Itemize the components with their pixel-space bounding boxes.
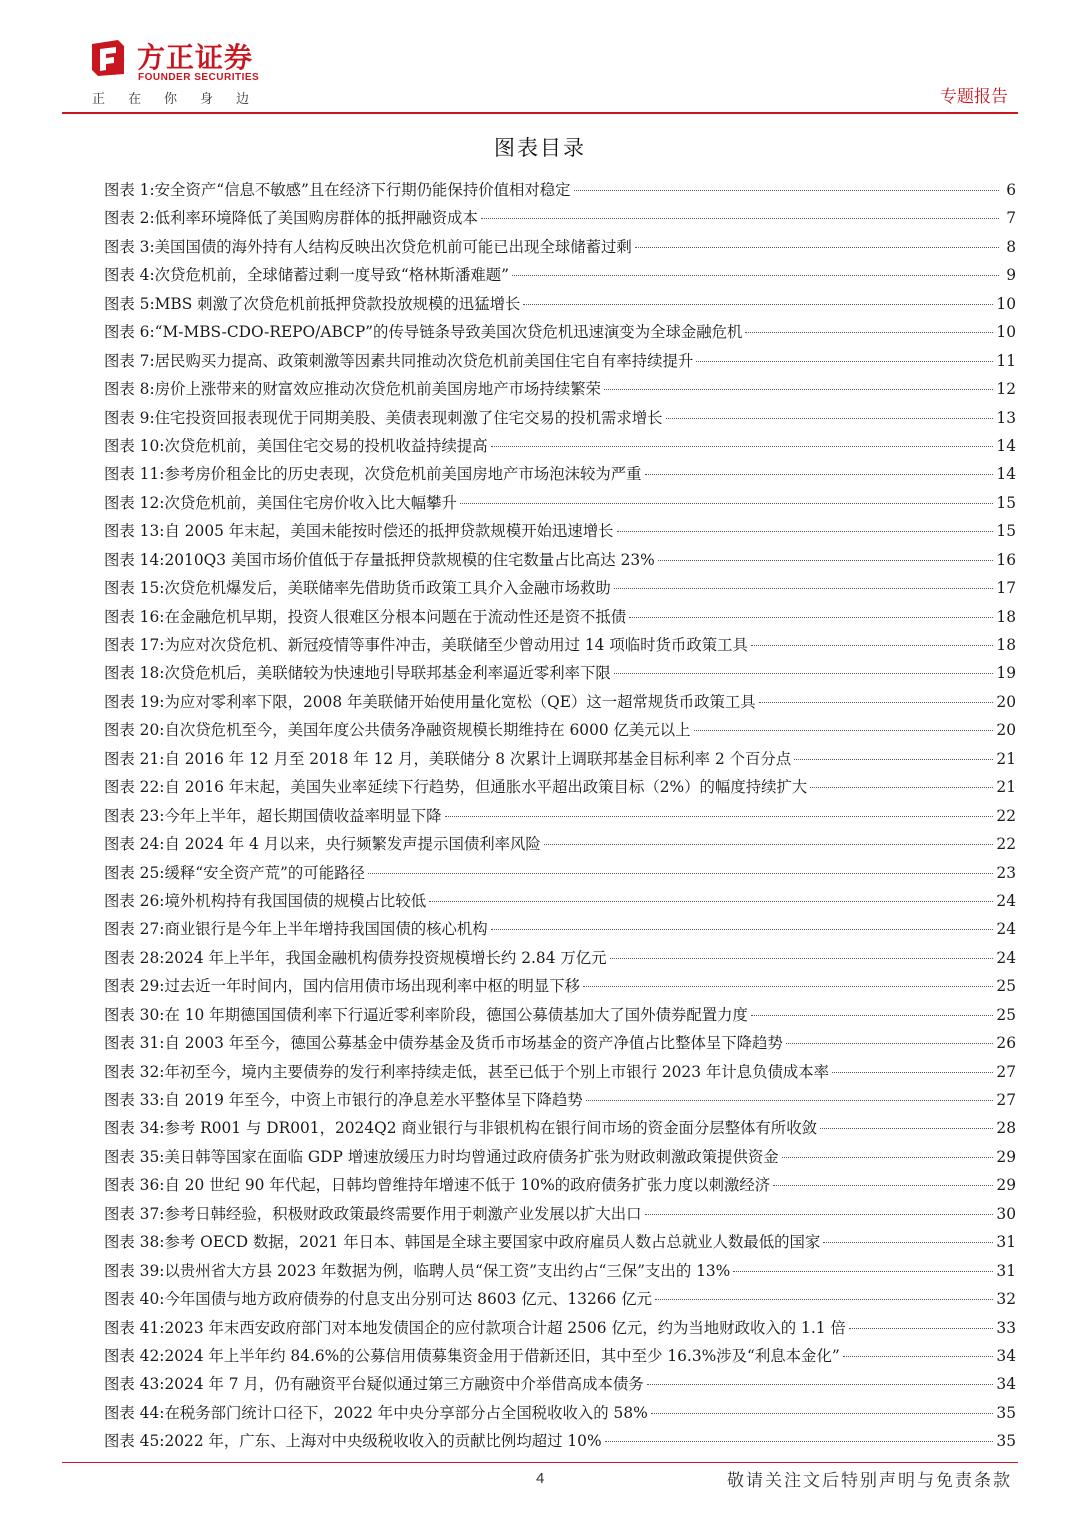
toc-entry-label: 图表 10: [104, 436, 165, 455]
toc-entry-page: 34 [996, 1375, 1016, 1394]
toc-entry-title: MBS 刺激了次贷危机前抵押贷款投放规模的迅猛增长 [154, 294, 521, 313]
toc-entry-page: 25 [996, 1005, 1016, 1024]
toc-entry-label: 图表 14: [104, 550, 165, 569]
toc-entry-title: 在 10 年期德国国债利率下行逼近零利率阶段，德国公募债基加大了国外债券配置力度 [164, 1005, 748, 1024]
toc-entry-title: 美国国债的海外持有人结构反映出次贷危机前可能已出现全球储蓄过剩 [154, 237, 632, 256]
toc-dot-leader [745, 332, 993, 333]
toc-entry-page: 31 [996, 1233, 1016, 1252]
toc-entry[interactable] [104, 915, 1016, 943]
toc-dot-leader [820, 1128, 993, 1129]
toc-entry-title: 2024 年上半年约 84.6%的公募信用债募集资金用于借新还旧，其中至少 16.3%涉及“利息本金化” [164, 1346, 840, 1365]
toc-entry-title: 年初至今，境内主要债券的发行利率持续走低，甚至已低于个别上市银行 2023 年计息负债成本率 [164, 1062, 830, 1081]
toc-dot-leader [696, 361, 993, 362]
toc-entry[interactable] [104, 1285, 1016, 1313]
toc-dot-leader [759, 702, 994, 703]
toc-dot-leader [429, 901, 993, 902]
toc-entry[interactable] [104, 1001, 1016, 1029]
toc-dot-leader [810, 787, 993, 788]
toc-entry-title: 次贷危机前，全球储蓄过剩一度导致“格林斯潘难题” [154, 266, 509, 285]
toc-entry[interactable] [104, 375, 1016, 403]
toc-entry[interactable] [104, 460, 1016, 488]
toc-entry-page: 32 [996, 1290, 1016, 1309]
toc-entry-page: 11 [996, 351, 1016, 370]
toc-entry-label: 图表 30: [104, 1005, 165, 1024]
toc-entry-page: 15 [996, 493, 1016, 512]
toc-dot-leader [445, 816, 994, 817]
toc-entry[interactable] [104, 1399, 1016, 1427]
toc-dot-leader [794, 759, 993, 760]
toc-entry-label: 图表 16: [104, 607, 165, 626]
toc-dot-leader [666, 418, 994, 419]
toc-entry-title: 自 2003 年至今，德国公募基金中债券基金及货币市场基金的资产净值占比整体呈下降趋势 [164, 1034, 783, 1053]
toc-entry[interactable] [104, 631, 1016, 659]
toc-entry-page: 7 [1006, 209, 1016, 228]
toc-entry-page: 20 [996, 721, 1016, 740]
toc-entry-title: 安全资产“信息不敏感”且在经济下行期仍能保持价值相对稳定 [154, 181, 571, 199]
toc-entry-page: 24 [996, 920, 1016, 939]
toc-dot-leader [658, 560, 994, 561]
toc-entry-page: 26 [996, 1034, 1016, 1053]
toc-entry-page: 21 [996, 778, 1016, 797]
brand-name: 方正证券 [137, 41, 254, 74]
toc-entry-title: 以贵州省大方县 2023 年数据为例，临聘人员“保工资”支出约占“三保”支出的 13% [164, 1261, 731, 1280]
toc-entry-label: 图表 23: [104, 806, 165, 825]
toc-dot-leader [645, 1214, 994, 1215]
toc-entry[interactable] [104, 603, 1016, 631]
toc-entry[interactable] [104, 261, 1016, 289]
toc-entry-title: 参考 OECD 数据，2021 年日本、韩国是全球主要国家中政府雇员人数占总就业人数最低的国家 [164, 1233, 821, 1252]
toc-entry[interactable] [104, 404, 1016, 432]
toc-entry[interactable] [104, 1058, 1016, 1086]
toc-entry-label: 图表 24: [104, 835, 165, 854]
toc-entry-label: 图表 37: [104, 1204, 165, 1223]
toc-entry[interactable] [104, 802, 1016, 830]
toc-entry-page: 14 [996, 465, 1016, 484]
toc-dot-leader [614, 673, 994, 674]
toc-entry-label: 图表 2: [104, 209, 155, 228]
toc-entry-label: 图表 1: [104, 181, 155, 199]
toc-entry[interactable] [104, 1228, 1016, 1256]
toc-entry-page: 27 [996, 1062, 1016, 1081]
toc-entry-label: 图表 7: [104, 351, 155, 370]
toc-entry-label: 图表 35: [104, 1147, 165, 1166]
toc-entry[interactable] [104, 972, 1016, 1000]
toc-dot-leader [491, 446, 994, 447]
toc-entry-page: 27 [996, 1091, 1016, 1109]
toc-entry-label: 图表 40: [104, 1290, 165, 1309]
toc-entry-title: 在金融危机早期，投资人很难区分根本问题在于流动性还是资不抵债 [164, 607, 627, 626]
founder-logo-icon [88, 38, 128, 78]
page-number: 4 [536, 1470, 545, 1487]
toc-entry-page: 29 [996, 1176, 1016, 1195]
toc-entry-label: 图表 9: [104, 408, 155, 427]
toc-entry-label: 图表 20: [104, 721, 165, 740]
toc-entry-page: 10 [996, 323, 1016, 342]
toc-entry-title: 自 2016 年末起，美国失业率延续下行趋势，但通胀水平超出政策目标（2%）的幅度持续扩大 [164, 778, 808, 797]
toc-dot-leader [773, 1185, 993, 1186]
toc-entry[interactable] [104, 574, 1016, 602]
toc-entry-title: 过去近一年时间内，国内信用债市场出现利率中枢的明显下移 [164, 977, 581, 996]
toc-entry[interactable] [104, 830, 1016, 858]
toc-entry-page: 31 [996, 1261, 1016, 1280]
toc-dot-leader [733, 1271, 993, 1272]
toc-entry-label: 图表 29: [104, 977, 165, 996]
toc-dot-leader [645, 474, 994, 475]
toc-dot-leader [849, 1328, 994, 1329]
toc-entry[interactable] [104, 1314, 1016, 1342]
page-title: 图表目录 [494, 136, 586, 160]
footer-divider [62, 1462, 1018, 1463]
toc-entry-page: 24 [996, 948, 1016, 967]
toc-dot-leader [751, 645, 994, 646]
toc-entry-label: 图表 39: [104, 1261, 165, 1280]
toc-entry-page: 33 [996, 1318, 1016, 1337]
toc-dot-leader [481, 218, 999, 219]
toc-entry-page: 9 [1006, 266, 1016, 285]
toc-entry-page: 13 [996, 408, 1016, 427]
toc-entry-title: 为应对零利率下限，2008 年美联储开始使用量化宽松（QE）这一超常规货币政策工具 [164, 692, 756, 711]
toc-entry-page: 17 [996, 579, 1016, 598]
toc-dot-leader [544, 844, 994, 845]
toc-entry[interactable] [104, 773, 1016, 801]
toc-entry-page: 18 [996, 607, 1016, 626]
toc-entry-label: 图表 19: [104, 692, 165, 711]
toc-entry-title: 居民购买力提高、政策刺激等因素共同推动次贷危机前美国住宅自有率持续提升 [154, 351, 694, 370]
toc-entry[interactable] [104, 1086, 1016, 1114]
toc-dot-leader [651, 1413, 994, 1414]
toc-entry[interactable] [104, 1029, 1016, 1057]
toc-entry-label: 图表 25: [104, 863, 165, 882]
toc-entry-label: 图表 5: [104, 294, 155, 313]
toc-entry-title: 房价上涨带来的财富效应推动次贷危机前美国房地产市场持续繁荣 [154, 380, 601, 399]
toc-entry-label: 图表 38: [104, 1233, 165, 1252]
toc-entry[interactable] [104, 176, 1016, 204]
toc-entry-label: 图表 6: [104, 323, 155, 342]
toc-entry[interactable] [104, 347, 1016, 375]
toc-entry-title: 次贷危机前，美国住宅房价收入比大幅攀升 [164, 493, 457, 512]
toc-entry-title: 2023 年末西安政府部门对本地发债国企的应付款项合计超 2506 亿元，约为当地财政收入的 1.1 倍 [164, 1318, 846, 1337]
toc-entry-title: 次贷危机前，美国住宅交易的投机收益持续提高 [164, 436, 488, 455]
toc-entry-title: 自 2019 年至今，中资上市银行的净息差水平整体呈下降趋势 [164, 1091, 583, 1109]
toc-entry-label: 图表 17: [104, 636, 165, 654]
toc-entry-title: 自 2016 年 12 月至 2018 年 12 月，美联储分 8 次累计上调联邦基金目标利率 2 个百分点 [164, 749, 792, 768]
toc-entry-label: 图表 8: [104, 380, 155, 399]
toc-dot-leader [843, 1356, 994, 1357]
footer-disclaimer: 敬请关注文后特别声明与免责条款 [727, 1471, 1012, 1491]
toc-entry[interactable] [104, 659, 1016, 687]
toc-entry-title: 美日韩等国家在面临 GDP 增速放缓压力时均曾通过政府债务扩张为财政刺激政策提供资金 [164, 1147, 779, 1166]
toc-entry-title: 境外机构持有我国国债的规模占比较低 [164, 891, 427, 910]
toc-entry-label: 图表 12: [104, 493, 165, 512]
toc-entry[interactable] [104, 489, 1016, 517]
toc-dot-leader [823, 1242, 993, 1243]
toc-dot-leader [512, 275, 999, 276]
toc-entry-page: 23 [996, 863, 1016, 882]
toc-dot-leader [635, 247, 999, 248]
toc-entry-page: 8 [1006, 237, 1016, 256]
toc-entry[interactable] [104, 1370, 1016, 1398]
toc-entry[interactable] [104, 1143, 1016, 1171]
toc-entry-title: 自 20 世纪 90 年代起，日韩均曾维持年增速不低于 10%的政府债务扩张力度以刺激经济 [164, 1176, 771, 1195]
toc-dot-leader [629, 617, 993, 618]
toc-entry-title: 参考日韩经验，积极财政政策最终需要作用于刺激产业发展以扩大出口 [164, 1204, 642, 1223]
toc-entry-label: 图表 45: [104, 1432, 165, 1451]
toc-entry-page: 22 [996, 835, 1016, 854]
toc-entry[interactable] [104, 688, 1016, 716]
toc-entry-label: 图表 32: [104, 1062, 165, 1081]
toc-entry-page: 35 [996, 1432, 1016, 1451]
toc-entry-label: 图表 3: [104, 237, 155, 256]
toc-entry-title: 参考 R001 与 DR001，2024Q2 商业银行与非银机构在银行间市场的资金面分层整体有所收敛 [164, 1119, 817, 1138]
toc-entry[interactable] [104, 1257, 1016, 1285]
toc-entry-page: 22 [996, 806, 1016, 825]
toc-entry-title: 自 2024 年 4 月以来，央行频繁发声提示国债利率风险 [164, 835, 541, 854]
toc-entry-title: 今年国债与地方政府债券的付息支出分别可达 8603 亿元、13266 亿元 [164, 1290, 653, 1309]
toc-entry-title: 参考房价租金比的历史表现，次贷危机前美国房地产市场泡沫较为严重 [164, 465, 642, 484]
toc-entry[interactable] [104, 1200, 1016, 1228]
toc-entry-label: 图表 18: [104, 664, 165, 683]
toc-entry-title: 自 2005 年末起，美国未能按时偿还的抵押贷款规模开始迅速增长 [164, 522, 614, 541]
toc-dot-leader [460, 503, 994, 504]
toc-entry[interactable] [104, 546, 1016, 574]
report-type-label: 专题报告 [940, 87, 1008, 107]
toc-entry-page: 14 [996, 436, 1016, 455]
table-of-figures [104, 176, 1016, 1456]
toc-dot-leader [751, 1015, 994, 1016]
toc-dot-leader [586, 1100, 994, 1101]
toc-dot-leader [610, 958, 994, 959]
toc-entry-title: 商业银行是今年上半年增持我国国债的核心机构 [164, 920, 488, 939]
toc-entry-title: 2024 年 7 月，仍有融资平台疑似通过第三方融资中介举借高成本债务 [164, 1375, 644, 1394]
toc-dot-leader [617, 531, 994, 532]
toc-entry-title: “M-MBS-CDO-REPO/ABCP”的传导链条导致美国次贷危机迅速演变为全球金融危机 [154, 323, 743, 342]
toc-entry-page: 29 [996, 1147, 1016, 1166]
toc-entry-page: 35 [996, 1403, 1016, 1422]
toc-entry-title: 次贷危机后，美联储较为快速地引导联邦基金利率逼近零利率下限 [164, 664, 611, 683]
toc-entry-page: 20 [996, 692, 1016, 711]
toc-entry-page: 19 [996, 664, 1016, 683]
toc-entry-page: 30 [996, 1204, 1016, 1223]
toc-entry-label: 图表 28: [104, 948, 165, 967]
toc-dot-leader [694, 730, 994, 731]
toc-entry[interactable] [104, 1171, 1016, 1199]
toc-entry-label: 图表 26: [104, 891, 165, 910]
toc-entry-page: 16 [996, 550, 1016, 569]
toc-entry-label: 图表 33: [104, 1091, 165, 1109]
toc-entry-label: 图表 31: [104, 1034, 165, 1053]
toc-entry-title: 2024 年上半年，我国金融机构债券投资规模增长约 2.84 万亿元 [164, 948, 607, 967]
toc-entry-title: 为应对次贷危机、新冠疫情等事件冲击，美联储至少曾动用过 14 项临时货币政策工具 [164, 636, 748, 654]
toc-entry[interactable] [104, 944, 1016, 972]
toc-entry-title: 低利率环境降低了美国购房群体的抵押融资成本 [154, 209, 478, 228]
toc-dot-leader [368, 873, 994, 874]
toc-entry-title: 今年上半年，超长期国债收益率明显下降 [164, 806, 442, 825]
toc-dot-leader [605, 1441, 994, 1442]
toc-entry-title: 2010Q3 美国市场价值低于存量抵押贷款规模的住宅数量占比高达 23% [164, 550, 655, 569]
toc-entry[interactable] [104, 887, 1016, 915]
toc-entry-page: 18 [996, 636, 1016, 654]
toc-entry-label: 图表 43: [104, 1375, 165, 1394]
toc-entry-page: 10 [996, 294, 1016, 313]
toc-entry-title: 缓释“安全资产荒”的可能路径 [164, 863, 365, 882]
toc-entry[interactable] [104, 745, 1016, 773]
toc-dot-leader [782, 1157, 994, 1158]
toc-entry-label: 图表 21: [104, 749, 165, 768]
toc-entry-label: 图表 13: [104, 522, 165, 541]
toc-entry-label: 图表 22: [104, 778, 165, 797]
toc-entry-page: 12 [996, 380, 1016, 399]
toc-entry-title: 自次贷危机至今，美国年度公共债务净融资规模长期维持在 6000 亿美元以上 [164, 721, 691, 740]
toc-dot-leader [491, 929, 994, 930]
toc-entry[interactable] [104, 1427, 1016, 1455]
toc-dot-leader [574, 190, 999, 191]
toc-dot-leader [583, 986, 993, 987]
toc-entry-label: 图表 44: [104, 1403, 165, 1422]
toc-entry[interactable] [104, 432, 1016, 460]
toc-entry[interactable] [104, 1114, 1016, 1142]
toc-entry-label: 图表 27: [104, 920, 165, 939]
toc-dot-leader [786, 1043, 994, 1044]
toc-entry-title: 住宅投资回报表现优于同期美股、美债表现刺激了住宅交易的投机需求增长 [154, 408, 663, 427]
toc-entry-label: 图表 11: [104, 465, 165, 484]
toc-entry[interactable] [104, 318, 1016, 346]
header-divider [62, 112, 1018, 114]
toc-entry-page: 21 [996, 749, 1016, 768]
toc-entry[interactable] [104, 290, 1016, 318]
toc-entry-title: 2022 年，广东、上海对中央级税收收入的贡献比例均超过 10% [164, 1432, 602, 1451]
toc-entry-page: 24 [996, 891, 1016, 910]
toc-entry-title: 次贷危机爆发后，美联储率先借助货币政策工具介入金融市场救助 [164, 579, 611, 598]
toc-entry[interactable] [104, 204, 1016, 232]
toc-entry-label: 图表 36: [104, 1176, 165, 1195]
toc-entry[interactable] [104, 716, 1016, 744]
brand-slogan: 正在你身边 [92, 92, 273, 107]
toc-entry-title: 在税务部门统计口径下，2022 年中央分享部分占全国税收收入的 58% [164, 1403, 648, 1422]
page-header [0, 0, 1080, 112]
toc-dot-leader [832, 1072, 993, 1073]
toc-entry-page: 28 [996, 1119, 1016, 1138]
toc-entry-label: 图表 4: [104, 266, 155, 285]
toc-entry-label: 图表 42: [104, 1346, 165, 1365]
toc-entry[interactable] [104, 1342, 1016, 1370]
toc-entry[interactable] [104, 233, 1016, 261]
toc-dot-leader [655, 1299, 993, 1300]
toc-dot-leader [614, 588, 994, 589]
toc-entry-page: 25 [996, 977, 1016, 996]
toc-dot-leader [523, 304, 993, 305]
toc-entry-label: 图表 34: [104, 1119, 165, 1138]
toc-dot-leader [604, 389, 993, 390]
toc-entry-page: 34 [996, 1346, 1016, 1365]
toc-entry[interactable] [104, 517, 1016, 545]
toc-dot-leader [647, 1384, 994, 1385]
toc-entry-page: 6 [1006, 181, 1016, 199]
toc-entry-label: 图表 15: [104, 579, 165, 598]
toc-entry-label: 图表 41: [104, 1318, 165, 1337]
brand-name-en: FOUNDER SECURITIES [138, 72, 260, 83]
toc-entry[interactable] [104, 859, 1016, 887]
toc-entry-page: 15 [996, 522, 1016, 541]
